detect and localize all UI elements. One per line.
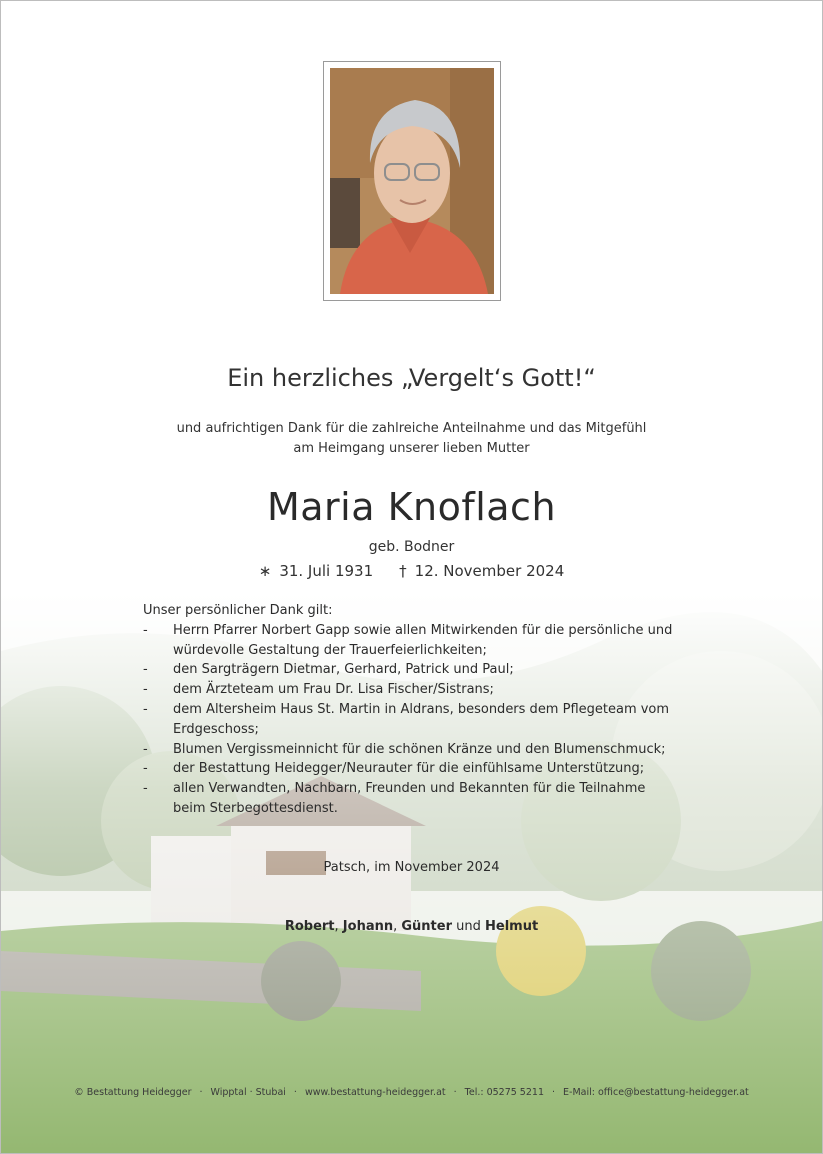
list-dash: - — [143, 761, 148, 777]
signers: Robert, Johann, Günter und Helmut — [284, 919, 539, 934]
life-dates — [1, 562, 822, 580]
place-date: Patsch, im November 2024 — [323, 860, 500, 875]
list-item — [143, 720, 703, 740]
list-item-text: würdevolle Gestaltung der Trauerfeierlichkeiten; — [173, 642, 487, 658]
portrait-photo — [330, 68, 494, 294]
footer-phone: Tel.: 05275 5211 — [464, 1087, 544, 1098]
list-item-text: den Sargträgern Dietmar, Gerhard, Patrick und Paul; — [173, 662, 514, 678]
list-item-text: der Bestattung Heidegger/Neurauter für die einfühlsame Unterstützung; — [173, 761, 645, 777]
heading: Ein herzliches „Vergelt‘s Gott!“ — [227, 364, 596, 392]
list-item — [143, 660, 703, 680]
footer-website: www.bestattung-heidegger.at — [304, 1087, 446, 1098]
footer-email: E-Mail: office@bestattung-heidegger.at — [563, 1087, 749, 1098]
list-dash: - — [143, 701, 148, 717]
list-item — [143, 759, 703, 779]
footer-company: © Bestattung Heidegger — [74, 1087, 192, 1098]
list-dash: - — [143, 781, 148, 797]
signer-name: Helmut — [485, 919, 539, 934]
list-item-text: allen Verwandten, Nachbarn, Freunden und Bekannten für die Teilnahme — [173, 781, 646, 797]
thanks-intro: Unser persönlicher Dank gilt: — [143, 603, 333, 618]
list-dash: - — [143, 682, 148, 698]
list-item — [143, 621, 703, 641]
maiden-name: geb. Bodner — [368, 539, 455, 555]
list-item-text: Erdgeschoss; — [173, 721, 259, 737]
list-dash: - — [143, 662, 148, 678]
list-dash: - — [143, 622, 148, 638]
signer-name: Johann — [342, 919, 394, 934]
list-item — [143, 700, 703, 720]
birth-date: 31. Juli 1931 — [279, 562, 374, 580]
death-cross-icon: † — [399, 562, 407, 580]
signer-name: Günter — [401, 919, 452, 934]
signer-name: Robert — [284, 919, 335, 934]
intro-text — [1, 419, 822, 459]
list-item-text: dem Ärzteteam um Frau Dr. Lisa Fischer/Sistrans; — [173, 682, 494, 698]
list-item-text: Herrn Pfarrer Norbert Gapp sowie allen Mitwirkenden für die persönliche und — [173, 622, 673, 638]
list-item — [143, 799, 703, 819]
list-item — [143, 641, 703, 661]
footer: © Bestattung Heidegger · Wipptal · Stubai · www.bestattung-heidegger.at · Tel.: 05275 5211 · E-Mail: office@bestattung-heidegger.at — [74, 1087, 749, 1098]
list-item — [143, 740, 703, 760]
list-item-text: Blumen Vergissmeinnicht für die schönen Kränze und den Blumenschmuck; — [173, 741, 666, 757]
intro-line: und aufrichtigen Dank für die zahlreiche Anteilnahme und das Mitgefühl — [176, 421, 647, 436]
thanks-list — [143, 601, 703, 819]
list-item — [143, 779, 703, 799]
list-item — [143, 680, 703, 700]
deceased-name: Maria Knoflach — [266, 485, 557, 529]
death-date: 12. November 2024 — [414, 562, 565, 580]
portrait-frame — [323, 61, 501, 301]
list-item-text: beim Sterbegottesdienst. — [173, 800, 338, 816]
intro-line: am Heimgang unserer lieben Mutter — [293, 441, 530, 456]
list-item-text: dem Altersheim Haus St. Martin in Aldrans, besonders dem Pflegeteam vom — [173, 701, 670, 717]
birth-star-icon: ∗ — [258, 562, 272, 580]
list-dash: - — [143, 741, 148, 757]
footer-region: Wipptal · Stubai — [210, 1087, 286, 1098]
